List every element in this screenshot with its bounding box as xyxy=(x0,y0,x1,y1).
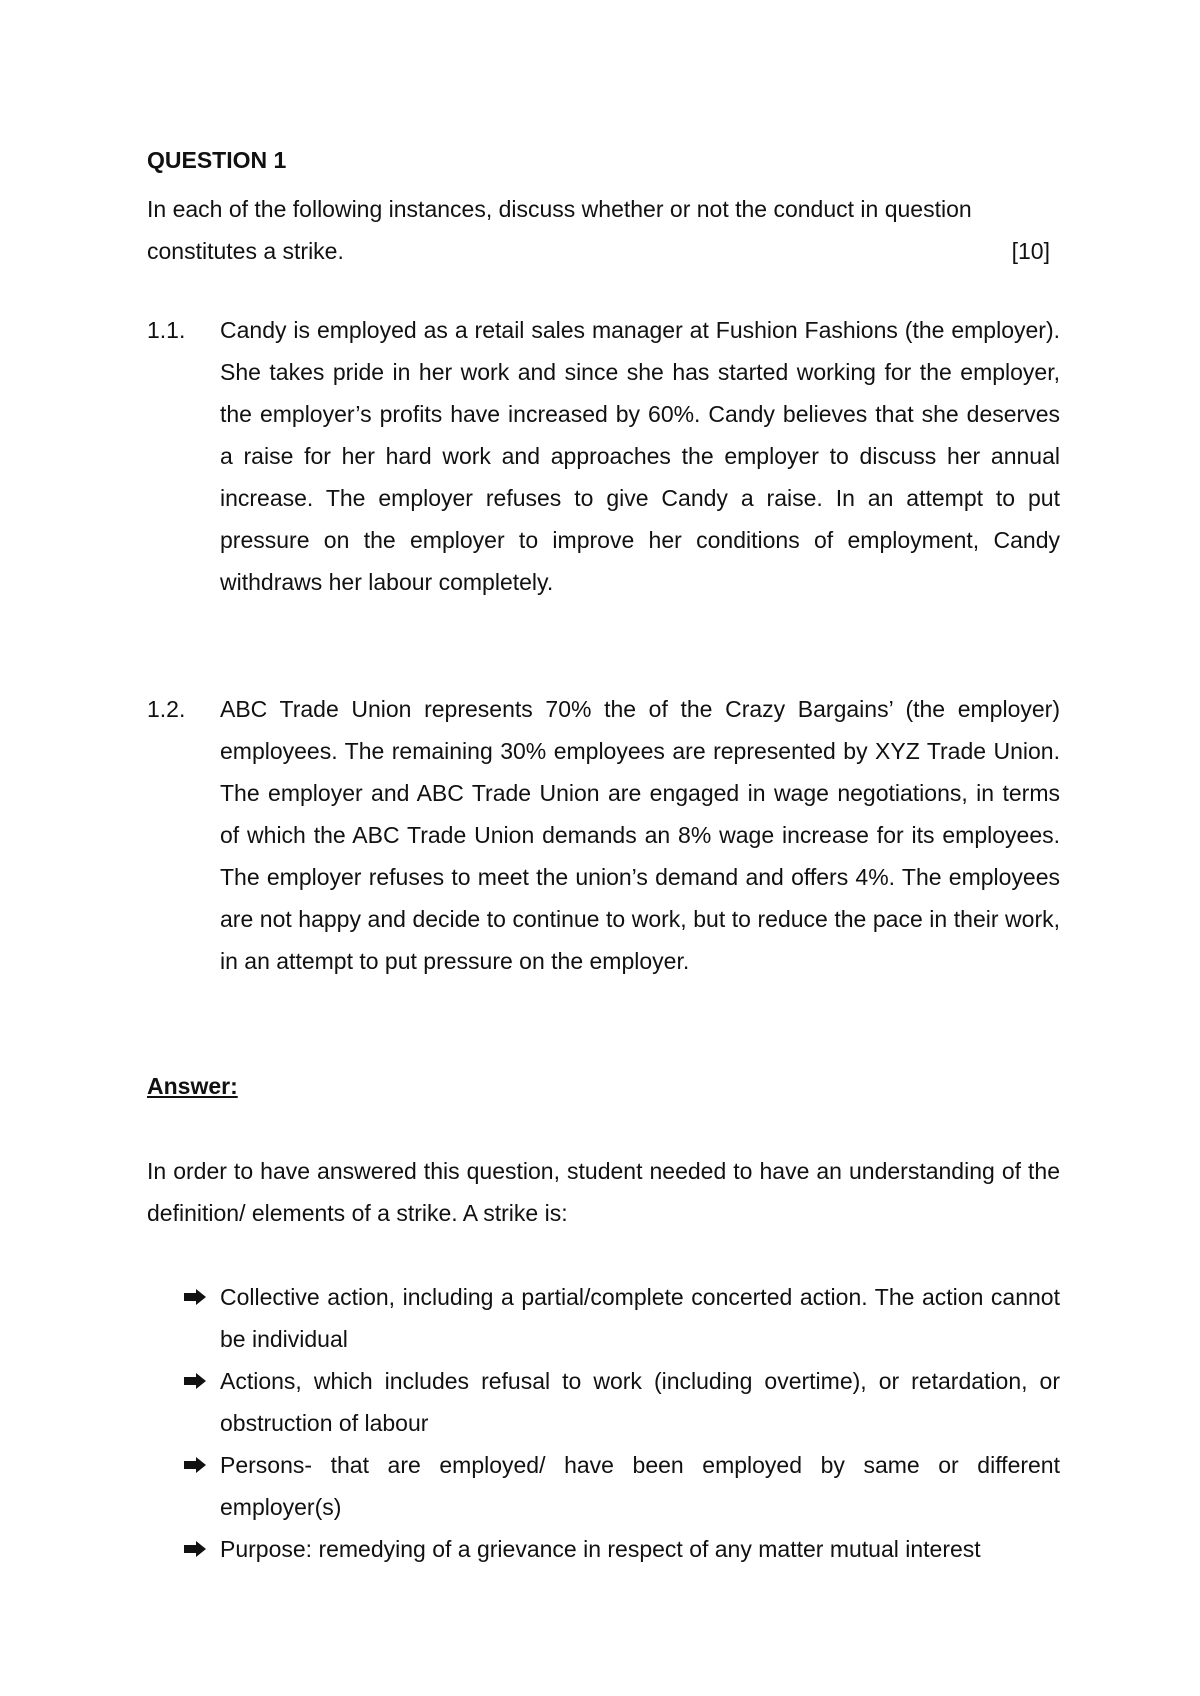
question-title: QUESTION 1 xyxy=(147,147,287,173)
right-arrow-icon xyxy=(183,1289,207,1305)
question-item-1-1 xyxy=(147,309,1060,603)
list-item xyxy=(147,1444,1060,1528)
question-prompt-line-1: In each of the following instances, discuss whether or not the conduct in question xyxy=(147,196,972,222)
list-item xyxy=(147,1276,1060,1360)
right-arrow-icon xyxy=(183,1457,207,1473)
strike-elements-list xyxy=(147,1276,1060,1570)
list-item-text: Actions, which includes refusal to work (including overtime), or retardation, or obstruction of labour xyxy=(220,1368,1060,1436)
answer-intro: In order to have answered this question, student needed to have an understanding of the definition/ elements of a strike. A strike is: xyxy=(147,1158,1060,1226)
list-item xyxy=(147,1360,1060,1444)
right-arrow-icon xyxy=(183,1373,207,1389)
question-item-1-2 xyxy=(147,688,1060,982)
item-text: Candy is employed as a retail sales manager at Fushion Fashions (the employer). She takes pride in her work and since she has started working for the employer, the employer’s profits have increased by 60%. Candy believes that she deserves a raise for her hard work and approaches the employer to discuss her annual increase. The employer refuses to give Candy a raise. In an attempt to put pressure on the employer to improve her conditions of employment, Candy withdraws her labour completely. xyxy=(220,317,1060,595)
list-item-text: Persons- that are employed/ have been employed by same or different employer(s) xyxy=(220,1452,1060,1520)
question-prompt-line-2: constitutes a strike. xyxy=(147,238,344,264)
item-number: 1.1. xyxy=(147,317,186,343)
item-text: ABC Trade Union represents 70% the of the Crazy Bargains’ (the employer) employees. The remaining 30% employees are represented by XYZ Trade Union. The employer and ABC Trade Union are engaged in wage negotiations, in terms of which the ABC Trade Union demands an 8% wage increase for its employees. The employer refuses to meet the union’s demand and offers 4%. The employees are not happy and decide to continue to work, but to reduce the pace in their work, in an attempt to put pressure on the employer. xyxy=(220,696,1060,974)
question-prompt xyxy=(147,188,1060,272)
item-number: 1.2. xyxy=(147,696,186,722)
right-arrow-icon xyxy=(183,1541,207,1557)
question-marks: [10] xyxy=(1011,238,1050,264)
answer-heading: Answer: xyxy=(147,1073,238,1099)
list-item-text: Purpose: remedying of a grievance in respect of any matter mutual interest xyxy=(220,1536,981,1562)
list-item xyxy=(147,1528,1060,1570)
list-item-text: Collective action, including a partial/complete concerted action. The action cannot be individual xyxy=(220,1284,1060,1352)
